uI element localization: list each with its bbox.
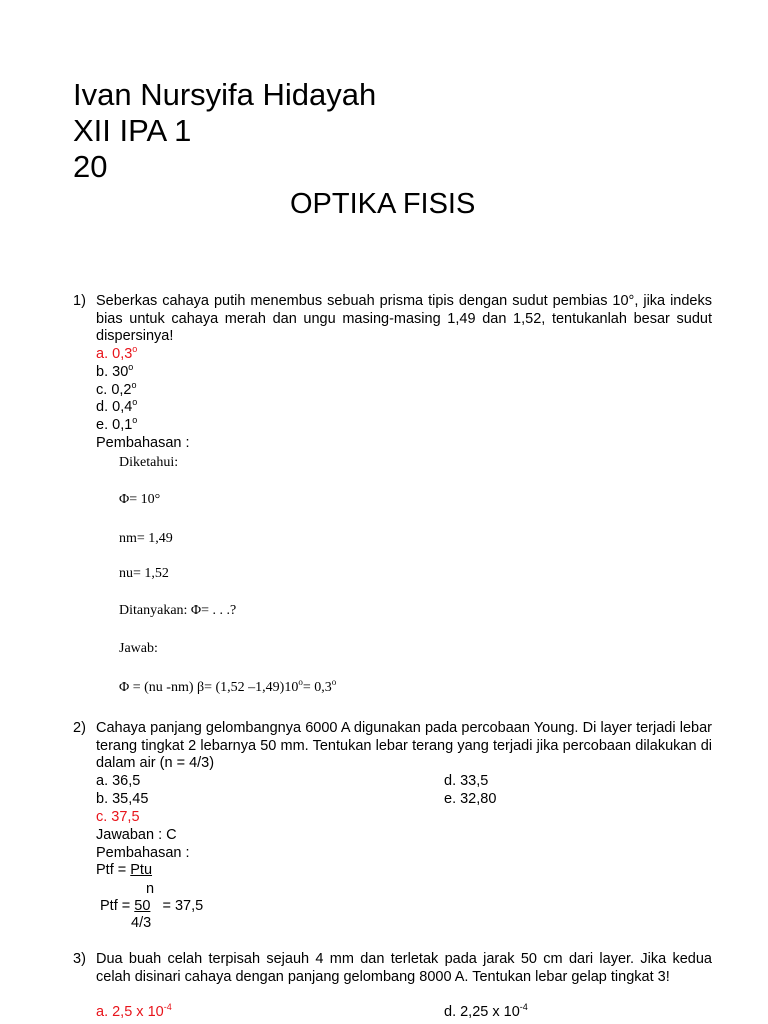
question-2-text: Cahaya panjang gelombangnya 6000 A digunakan pada percobaan Young. Di layer terjadi lebar terang tingkat 2 lebarnya 50 mm. Tentukan lebar terang yang terjadi jika percobaan dilakukan di dalam air (n = 4/3) (96, 720, 712, 771)
q1-nm-value: nm= 1,49 (119, 531, 173, 546)
q1-option-c: c. 0,2$^o$ (96, 380, 137, 398)
student-name: Ivan Nursyifa Hidayah (73, 77, 377, 112)
question-2-number: 2) (73, 720, 86, 736)
question-1-text: Seberkas cahaya putih menembus sebuah prisma tipis dengan sudut pembias 10°, jika indeks bias untuk cahaya merah dan ungu masing-masing 1,49 dan 1,52, tentukanlah besar sudut dispersinya! (96, 293, 712, 344)
q1-option-b: b. 30$^o$ (96, 362, 134, 380)
q1-option-e: e. 0,1$^o$ (96, 415, 138, 433)
q3-option-d: d. 2,25 x $10^{-4}$ (444, 1002, 528, 1020)
question-1-number: 1) (73, 293, 86, 309)
q2-option-a: a. 36,5 (96, 773, 141, 789)
q2-pembahasan-label: Pembahasan : (96, 845, 190, 861)
q2-formula-1-denominator: n (146, 881, 155, 897)
q3-option-a: a. 2,5 x $10^{-4}$ (96, 1002, 172, 1020)
q1-formula: Φ = (nu -nm) β= (1,52 $-1,49)10^o= 0,3^o$ (119, 677, 337, 695)
question-3-number: 3) (73, 951, 86, 967)
q1-jawab: Jawab: (119, 641, 158, 656)
question-3-text: Dua buah celah terpisah sejauh 4 mm dan terletak pada jarak 50 cm dari layer. Jika kedua celah disinari cahaya dengan panjang gelombang 8000 A. Tentukan lebar gelap tingkat 3! (96, 951, 712, 985)
q1-nu-value: nu= 1,52 (119, 566, 169, 581)
q2-option-b: b. 35,45 (96, 791, 149, 807)
q1-phi-value: Φ= 10° (119, 492, 161, 507)
q2-option-e: e. 32,80 (444, 791, 497, 807)
q1-pembahasan-label: Pembahasan : (96, 435, 190, 451)
student-class: XII IPA 1 (73, 113, 192, 148)
student-number: 20 (73, 149, 108, 184)
q2-jawaban: Jawaban : C (96, 827, 177, 843)
q1-option-d: d. 0,4$^o$ (96, 397, 138, 415)
q2-option-c: c. 37,5 (96, 809, 140, 825)
q1-ditanyakan: Ditanyakan: Φ= . . .? (119, 603, 237, 618)
q2-formula-2: Ptf = 50 = 37,5 (100, 898, 204, 914)
q1-diketahui: Diketahui: (119, 455, 179, 470)
page-title: OPTIKA FISIS (290, 188, 476, 220)
q2-formula-1: Ptf = Ptu (96, 862, 153, 878)
q1-option-a: a. 0,3$^o$ (96, 344, 138, 362)
q2-formula-2-denominator: 4/3 (131, 915, 152, 931)
q2-option-d: d. 33,5 (444, 773, 489, 789)
